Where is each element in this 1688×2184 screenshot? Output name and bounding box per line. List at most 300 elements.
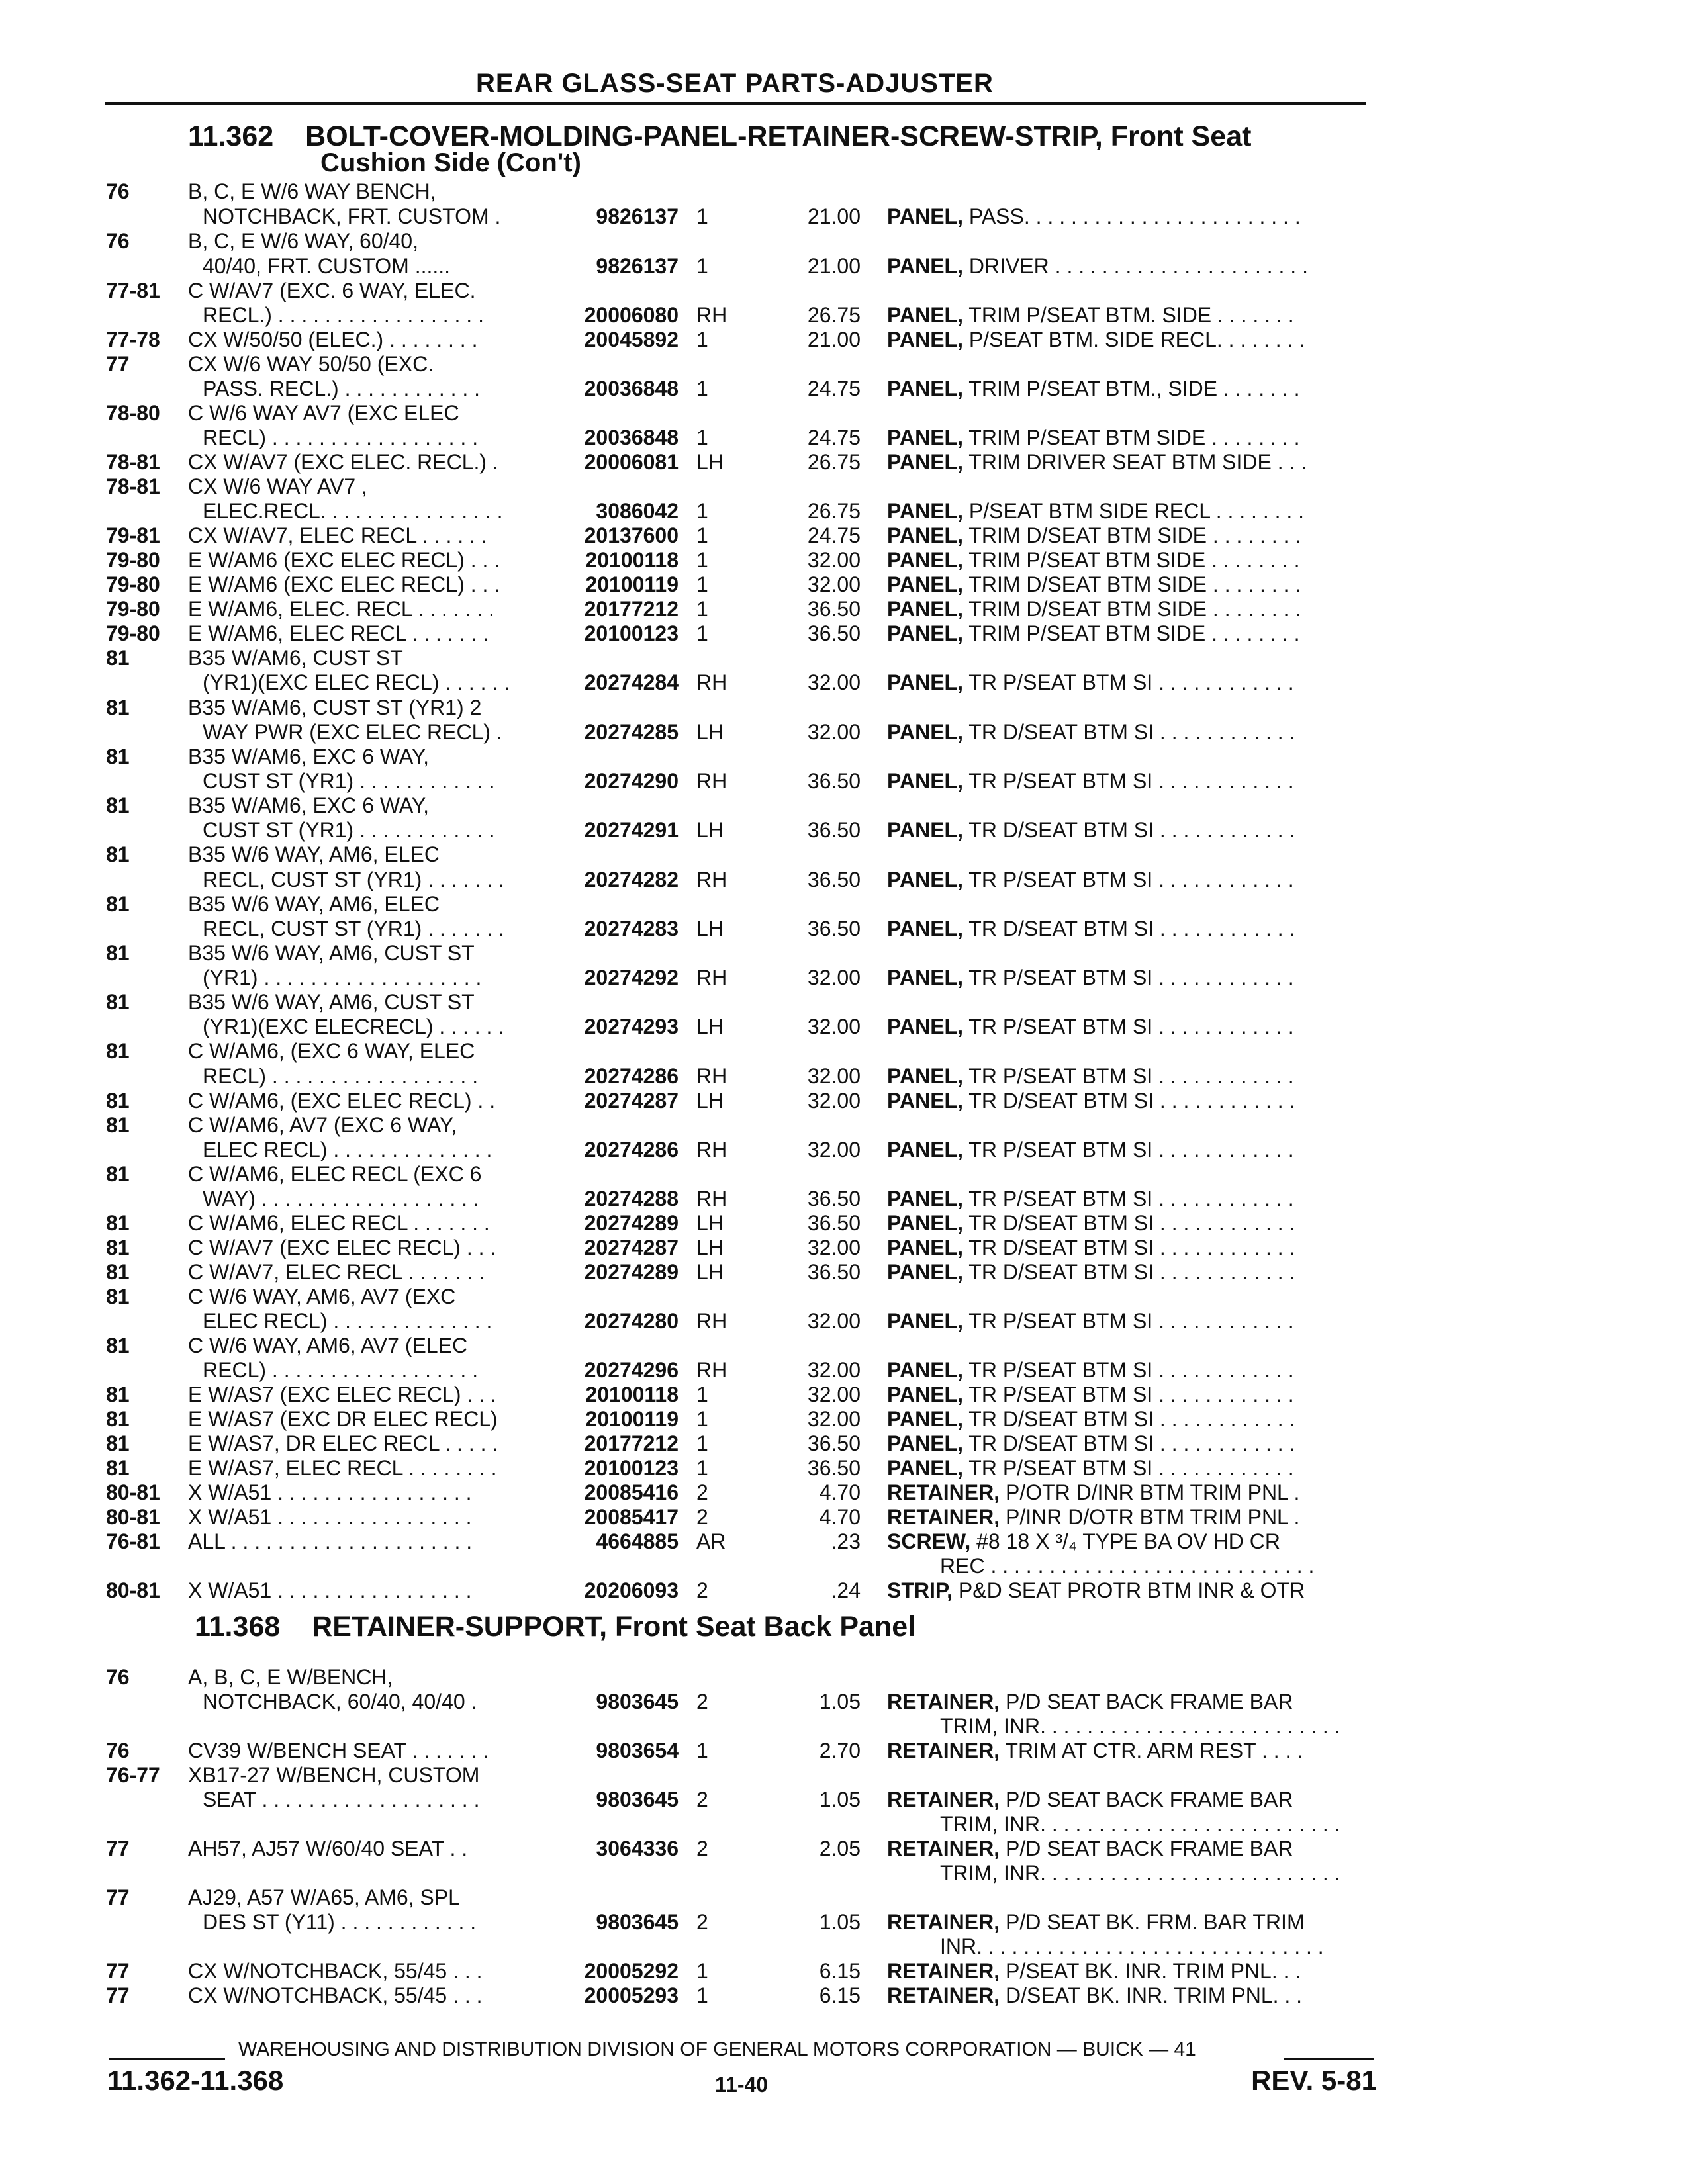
application-description: CX W/50/50 (ELEC.) . . . . . . . . [188, 328, 478, 351]
quantity: 2 [696, 1480, 708, 1504]
part-name-keyword: PANEL, [887, 1236, 963, 1259]
part-number: 20274287 [584, 1236, 679, 1259]
price: 32.00 [807, 1015, 861, 1038]
application-description: B35 W/6 WAY, AM6, ELEC [188, 842, 440, 866]
model-year: 81 [106, 1432, 130, 1455]
price: .24 [831, 1578, 861, 1602]
application-description: PASS. RECL.) . . . . . . . . . . . . [203, 377, 481, 400]
table-row [0, 1836, 1688, 1862]
part-name-detail: P/SEAT BTM SIDE RECL . . . . . . . . [968, 499, 1305, 523]
application-description: SEAT . . . . . . . . . . . . . . . . . . . [203, 1788, 480, 1811]
application-description: CX W/NOTCHBACK, 55/45 . . . [188, 1983, 483, 2007]
application-description: C W/AM6, (EXC ELEC RECL) . . [188, 1089, 496, 1113]
quantity: RH [696, 1064, 727, 1088]
part-name-keyword: RETAINER, [887, 1983, 1000, 2007]
quantity: 1 [696, 523, 708, 547]
table-row [0, 867, 1688, 893]
part-name-keyword: PANEL, [887, 499, 963, 523]
part-name [887, 1137, 1294, 1162]
part-name [887, 1455, 1294, 1480]
application-description: (YR1)(EXC ELEC RECL) . . . . . . [203, 670, 510, 694]
model-year: 81 [106, 1407, 130, 1431]
price: 21.00 [807, 254, 861, 278]
quantity: RH [696, 966, 727, 989]
part-number: 9803645 [596, 1690, 679, 1713]
part-name-keyword: PANEL, [887, 720, 963, 744]
part-number: 20005293 [584, 1983, 679, 2007]
part-name-keyword: PANEL, [887, 1407, 963, 1431]
part-name-keyword: PANEL, [887, 1309, 963, 1333]
price: 36.50 [807, 1260, 861, 1284]
quantity: 1 [696, 548, 708, 572]
table-row [0, 302, 1688, 329]
part-name [887, 1186, 1294, 1211]
application-description: NOTCHBACK, FRT. CUSTOM . [203, 205, 501, 228]
quantity: LH [696, 1211, 724, 1235]
model-year: 79-80 [106, 572, 160, 596]
part-name [887, 1689, 1293, 1714]
price: 36.50 [807, 868, 861, 891]
quantity: LH [696, 720, 724, 744]
part-name [887, 449, 1307, 475]
part-name [887, 1259, 1295, 1285]
price: 1.05 [819, 1910, 861, 1934]
quantity: 1 [696, 1407, 708, 1431]
part-name-keyword: RETAINER, [887, 1837, 1000, 1860]
application-description: WAY) . . . . . . . . . . . . . . . . . . . [203, 1187, 479, 1210]
price: 32.00 [807, 1089, 861, 1113]
model-year: 81 [106, 745, 130, 768]
part-name [887, 670, 1294, 695]
part-name-detail: TRIM AT CTR. ARM REST . . . . [1005, 1739, 1303, 1762]
table-row [0, 253, 1688, 280]
part-name-detail: TR P/SEAT BTM SI . . . . . . . . . . . . [968, 769, 1294, 793]
part-number: 20274293 [584, 1015, 679, 1038]
application-description: B35 W/6 WAY, AM6, CUST ST [188, 941, 475, 965]
price: 32.00 [807, 548, 861, 572]
table-row [0, 940, 1688, 967]
part-name-detail: TR D/SEAT BTM SI . . . . . . . . . . . . [968, 1407, 1295, 1431]
table-row [0, 1860, 1688, 1887]
part-number: 20274291 [584, 818, 679, 842]
application-description: E W/AM6 (EXC ELEC RECL) . . . [188, 572, 500, 596]
part-name [887, 302, 1294, 328]
price: 36.50 [807, 597, 861, 621]
part-name-keyword: RETAINER, [887, 1480, 1000, 1504]
part-name-keyword: PANEL, [887, 769, 963, 793]
model-year: 78-81 [106, 450, 160, 474]
part-name-keyword: PANEL, [887, 1456, 963, 1480]
application-description: CX W/6 WAY 50/50 (EXC. [188, 352, 434, 376]
price: 32.00 [807, 1358, 861, 1382]
price: 32.00 [807, 572, 861, 596]
price: 36.50 [807, 1211, 861, 1235]
quantity: RH [696, 670, 727, 694]
table-row [0, 1113, 1688, 1139]
part-name-keyword: STRIP, [887, 1578, 953, 1602]
part-name-detail: TR D/SEAT BTM SI . . . . . . . . . . . . [968, 1211, 1295, 1235]
quantity: 2 [696, 1578, 708, 1602]
price: 6.15 [819, 1983, 861, 2007]
model-year: 77-78 [106, 328, 160, 351]
part-name [887, 916, 1295, 941]
application-description: C W/AM6, (EXC 6 WAY, ELEC [188, 1039, 475, 1063]
model-year: 77 [106, 352, 130, 376]
price: 32.00 [807, 720, 861, 744]
quantity: 2 [696, 1690, 708, 1713]
table-row [0, 523, 1688, 549]
application-description: (YR1) . . . . . . . . . . . . . . . . . . . [203, 966, 482, 989]
part-name-keyword: PANEL, [887, 450, 963, 474]
part-name [887, 1382, 1294, 1407]
price: 32.00 [807, 1383, 861, 1406]
part-name-keyword: PANEL, [887, 572, 963, 596]
table-row [0, 1186, 1688, 1212]
part-name-keyword: PANEL, [887, 1358, 963, 1382]
table-row [0, 1284, 1688, 1310]
application-description: B35 W/AM6, EXC 6 WAY, [188, 794, 429, 817]
part-name [887, 965, 1294, 990]
section-heading-11-362 [188, 120, 1252, 177]
table-row [0, 965, 1688, 991]
part-number: 9803645 [596, 1910, 679, 1934]
part-name-detail: TRIM, INR. . . . . . . . . . . . . . . . . . . . . . . . . . [940, 1861, 1340, 1885]
part-number: 20006081 [584, 450, 679, 474]
table-row [0, 1578, 1688, 1604]
part-name-keyword: PANEL, [887, 1064, 963, 1088]
model-year: 80-81 [106, 1480, 160, 1504]
application-description: RECL) . . . . . . . . . . . . . . . . . . [203, 1064, 479, 1088]
model-year: 81 [106, 646, 130, 670]
model-year: 81 [106, 892, 130, 916]
application-description: DES ST (Y11) . . . . . . . . . . . . [203, 1910, 477, 1934]
part-number: 9803654 [596, 1739, 679, 1762]
part-name-detail: TRIM, INR. . . . . . . . . . . . . . . . . . . . . . . . . . [940, 1714, 1340, 1738]
quantity: 2 [696, 1788, 708, 1811]
part-name-detail: TR D/SEAT BTM SI . . . . . . . . . . . . [968, 1089, 1295, 1113]
model-year: 79-80 [106, 621, 160, 645]
quantity: RH [696, 1187, 727, 1210]
table-row [0, 1529, 1688, 1555]
part-name-keyword: PANEL, [887, 621, 963, 645]
part-name-keyword: RETAINER, [887, 1788, 1000, 1811]
part-name [887, 768, 1294, 794]
part-number: 20274286 [584, 1064, 679, 1088]
application-description: E W/AS7 (EXC DR ELEC RECL) [188, 1407, 498, 1431]
part-number: 20274290 [584, 769, 679, 793]
part-name-keyword: PANEL, [887, 1211, 963, 1235]
part-name [940, 1860, 1340, 1886]
table-row [0, 204, 1688, 230]
model-year: 81 [106, 941, 130, 965]
price: 36.50 [807, 621, 861, 645]
model-year: 81 [106, 1236, 130, 1259]
application-description: C W/AM6, ELEC RECL (EXC 6 [188, 1162, 482, 1186]
model-year: 81 [106, 1334, 130, 1357]
model-year: 81 [106, 794, 130, 817]
application-description: ELEC.RECL. . . . . . . . . . . . . . . . [203, 499, 503, 523]
part-name [887, 1836, 1293, 1861]
price: 32.00 [807, 966, 861, 989]
price: 26.75 [807, 499, 861, 523]
application-description: B, C, E W/6 WAY BENCH, [188, 179, 436, 203]
footer-section-range: 11.362-11.368 [107, 2065, 284, 2096]
quantity: 2 [696, 1505, 708, 1529]
quantity: 1 [696, 1983, 708, 2007]
price: 36.50 [807, 769, 861, 793]
application-description: ELEC RECL) . . . . . . . . . . . . . . [203, 1138, 492, 1161]
price: 36.50 [807, 1187, 861, 1210]
model-year: 76 [106, 1739, 130, 1762]
quantity: LH [696, 818, 724, 842]
table-row [0, 1553, 1688, 1580]
part-name [887, 596, 1301, 621]
part-name-detail: TR P/SEAT BTM SI . . . . . . . . . . . . [968, 1064, 1294, 1088]
table-row [0, 278, 1688, 304]
section-subtitle: Cushion Side (Con't) [320, 148, 581, 177]
model-year: 79-80 [106, 548, 160, 572]
table-row [0, 376, 1688, 402]
price: 26.75 [807, 450, 861, 474]
application-description: RECL, CUST ST (YR1) . . . . . . . [203, 917, 504, 940]
quantity: 1 [696, 621, 708, 645]
part-name [887, 1958, 1301, 1983]
price: 21.00 [807, 205, 861, 228]
part-number: 3064336 [596, 1837, 679, 1860]
table-row [0, 498, 1688, 525]
application-description: ALL . . . . . . . . . . . . . . . . . . . . . [188, 1529, 473, 1553]
quantity: 2 [696, 1910, 708, 1934]
quantity: 1 [696, 1432, 708, 1455]
application-description: B35 W/AM6, CUST ST [188, 646, 403, 670]
part-number: 20274285 [584, 720, 679, 744]
footer-rule-left [109, 2058, 225, 2060]
price: 36.50 [807, 818, 861, 842]
part-name-keyword: SCREW, [887, 1529, 971, 1553]
part-number: 20085417 [584, 1505, 679, 1529]
application-description: AH57, AJ57 W/60/40 SEAT . . [188, 1837, 468, 1860]
part-name [887, 1235, 1295, 1260]
table-row [0, 1210, 1688, 1237]
part-name-detail: P/SEAT BTM. SIDE RECL. . . . . . . . [968, 328, 1305, 351]
part-name-detail: TRIM, INR. . . . . . . . . . . . . . . . . . . . . . . . . . [940, 1812, 1340, 1836]
part-number: 20274292 [584, 966, 679, 989]
part-number: 20177212 [584, 597, 679, 621]
application-description: 40/40, FRT. CUSTOM ...... [203, 254, 451, 278]
part-name [887, 1064, 1294, 1089]
part-number: 4664885 [596, 1529, 679, 1553]
footer-page-number: 11-40 [715, 2073, 769, 2097]
application-description: X W/A51 . . . . . . . . . . . . . . . . . [188, 1480, 472, 1504]
model-year: 76-81 [106, 1529, 160, 1553]
price: 2.05 [819, 1837, 861, 1860]
price: .23 [831, 1529, 861, 1553]
application-description: WAY PWR (EXC ELEC RECL) . [203, 720, 502, 744]
quantity: 1 [696, 377, 708, 400]
part-name [887, 867, 1294, 892]
table-row [0, 645, 1688, 672]
section-title: BOLT-COVER-MOLDING-PANEL-RETAINER-SCREW-STRIP, Front Seat [305, 120, 1252, 152]
quantity: 1 [696, 205, 708, 228]
quantity: 1 [696, 572, 708, 596]
quantity: RH [696, 868, 727, 891]
part-name-detail: P/INR D/OTR BTM TRIM PNL . [1005, 1505, 1300, 1529]
quantity: 1 [696, 499, 708, 523]
table-row [0, 817, 1688, 844]
part-name [887, 1787, 1293, 1812]
table-row [0, 695, 1688, 721]
part-name [887, 1983, 1302, 2008]
part-name [887, 621, 1300, 646]
part-name-detail: TRIM D/SEAT BTM SIDE . . . . . . . . [968, 523, 1301, 547]
part-name-detail: P/OTR D/INR BTM TRIM PNL . [1005, 1480, 1300, 1504]
part-name [887, 1308, 1294, 1334]
part-name-detail: TR P/SEAT BTM SI . . . . . . . . . . . . [968, 868, 1294, 891]
part-name-detail: P&D SEAT PROTR BTM INR & OTR [958, 1578, 1305, 1602]
application-description: ELEC RECL) . . . . . . . . . . . . . . [203, 1309, 492, 1333]
application-description: AJ29, A57 W/A65, AM6, SPL [188, 1886, 460, 1909]
part-name [887, 425, 1300, 450]
table-row [0, 596, 1688, 623]
quantity: 1 [696, 254, 708, 278]
part-name-detail: TR P/SEAT BTM SI . . . . . . . . . . . . [968, 1309, 1294, 1333]
model-year: 81 [106, 1162, 130, 1186]
part-number: 20006080 [584, 303, 679, 327]
part-number: 20274280 [584, 1309, 679, 1333]
part-number: 20036848 [584, 377, 679, 400]
application-description: C W/AM6, AV7 (EXC 6 WAY, [188, 1113, 457, 1137]
part-name-detail: TR D/SEAT BTM SI . . . . . . . . . . . . [968, 917, 1295, 940]
table-row [0, 1308, 1688, 1335]
part-number: 20100119 [585, 1407, 679, 1431]
model-year: 81 [106, 990, 130, 1014]
application-description: A, B, C, E W/BENCH, [188, 1665, 393, 1689]
quantity: 1 [696, 1959, 708, 1983]
part-name [940, 1811, 1340, 1837]
part-name [887, 1504, 1299, 1529]
application-description: E W/AS7, ELEC RECL . . . . . . . . [188, 1456, 497, 1480]
part-name-detail: TR P/SEAT BTM SI . . . . . . . . . . . . [968, 966, 1294, 989]
model-year: 77 [106, 1959, 130, 1983]
footer-rule-right [1284, 2058, 1374, 2060]
part-name-keyword: PANEL, [887, 1015, 963, 1038]
page-header-title: REAR GLASS-SEAT PARTS-ADJUSTER [476, 69, 994, 98]
part-number: 20100118 [585, 548, 679, 572]
table-row [0, 327, 1688, 353]
part-name [887, 1431, 1295, 1456]
part-number: 20045892 [584, 328, 679, 351]
part-number: 20274289 [584, 1260, 679, 1284]
model-year: 81 [106, 1260, 130, 1284]
part-name-keyword: PANEL, [887, 426, 963, 449]
part-name-detail: P/D SEAT BACK FRAME BAR [1005, 1690, 1293, 1713]
part-number: 3086042 [596, 499, 679, 523]
table-row [0, 744, 1688, 770]
part-name-keyword: PANEL, [887, 205, 963, 228]
part-name-keyword: PANEL, [887, 1432, 963, 1455]
price: 21.00 [807, 328, 861, 351]
part-name-detail: TRIM P/SEAT BTM., SIDE . . . . . . . [968, 377, 1300, 400]
table-row [0, 1088, 1688, 1115]
model-year: 81 [106, 1383, 130, 1406]
part-name-keyword: PANEL, [887, 254, 963, 278]
table-row [0, 989, 1688, 1016]
application-description: NOTCHBACK, 60/40, 40/40 . [203, 1690, 477, 1713]
application-description: C W/AM6, ELEC RECL . . . . . . . [188, 1211, 490, 1235]
footer-publisher: WAREHOUSING AND DISTRIBUTION DIVISION OF GENERAL MOTORS CORPORATION — BUICK — 41 [238, 2038, 1196, 2060]
model-year: 80-81 [106, 1505, 160, 1529]
part-name-detail: TR D/SEAT BTM SI . . . . . . . . . . . . [968, 818, 1295, 842]
section-heading-11-368 [195, 1611, 916, 1643]
model-year: 77 [106, 1886, 130, 1909]
table-row [0, 547, 1688, 574]
part-name-detail: TRIM P/SEAT BTM. SIDE . . . . . . . [968, 303, 1294, 327]
table-row [0, 1983, 1688, 2009]
table-row [0, 351, 1688, 378]
part-number: 20085416 [584, 1480, 679, 1504]
model-year: 81 [106, 1039, 130, 1063]
quantity: 1 [696, 597, 708, 621]
price: 32.00 [807, 1407, 861, 1431]
model-year: 81 [106, 1211, 130, 1235]
part-number: 20005292 [584, 1959, 679, 1983]
table-row [0, 1357, 1688, 1384]
application-description: B35 W/6 WAY, AM6, ELEC [188, 892, 440, 916]
part-name-detail: TR D/SEAT BTM SI . . . . . . . . . . . . [968, 720, 1295, 744]
application-description: CUST ST (YR1) . . . . . . . . . . . . [203, 769, 495, 793]
price: 24.75 [807, 426, 861, 449]
part-number: 20100123 [584, 1456, 679, 1480]
table-row [0, 449, 1688, 476]
table-row [0, 916, 1688, 942]
part-number: 20274289 [584, 1211, 679, 1235]
part-name-detail: TR P/SEAT BTM SI . . . . . . . . . . . . [968, 1456, 1294, 1480]
part-name [887, 523, 1301, 548]
table-row [0, 1934, 1688, 1960]
model-year: 81 [106, 1456, 130, 1480]
table-row [0, 1958, 1688, 1985]
application-description: C W/AV7 (EXC. 6 WAY, ELEC. [188, 279, 476, 302]
part-name [887, 1529, 1280, 1554]
part-name-detail: TR P/SEAT BTM SI . . . . . . . . . . . . [968, 1138, 1294, 1161]
part-name-detail: TR P/SEAT BTM SI . . . . . . . . . . . . [968, 1383, 1294, 1406]
quantity: 1 [696, 1383, 708, 1406]
price: 32.00 [807, 1138, 861, 1161]
part-name-keyword: PANEL, [887, 1260, 963, 1284]
table-row [0, 400, 1688, 427]
quantity: 1 [696, 1739, 708, 1762]
part-number: 20274288 [584, 1187, 679, 1210]
table-row [0, 1235, 1688, 1261]
table-row [0, 1504, 1688, 1531]
part-name-detail: TR D/SEAT BTM SI . . . . . . . . . . . . [968, 1432, 1295, 1455]
part-name-detail: DRIVER . . . . . . . . . . . . . . . . . . . . . . [968, 254, 1308, 278]
table-row [0, 793, 1688, 819]
table-row [0, 1885, 1688, 1911]
table-row [0, 572, 1688, 598]
section-number: 11.368 [195, 1611, 281, 1643]
application-description: E W/AS7 (EXC ELEC RECL) . . . [188, 1383, 496, 1406]
part-name-detail: P/SEAT BK. INR. TRIM PNL. . . [1005, 1959, 1301, 1983]
model-year: 77-81 [106, 279, 160, 302]
price: 36.50 [807, 1432, 861, 1455]
table-row [0, 1064, 1688, 1090]
table-row [0, 1333, 1688, 1359]
part-number: 20274286 [584, 1138, 679, 1161]
application-description: B35 W/AM6, CUST ST (YR1) 2 [188, 696, 482, 719]
model-year: 81 [106, 696, 130, 719]
table-row [0, 719, 1688, 746]
